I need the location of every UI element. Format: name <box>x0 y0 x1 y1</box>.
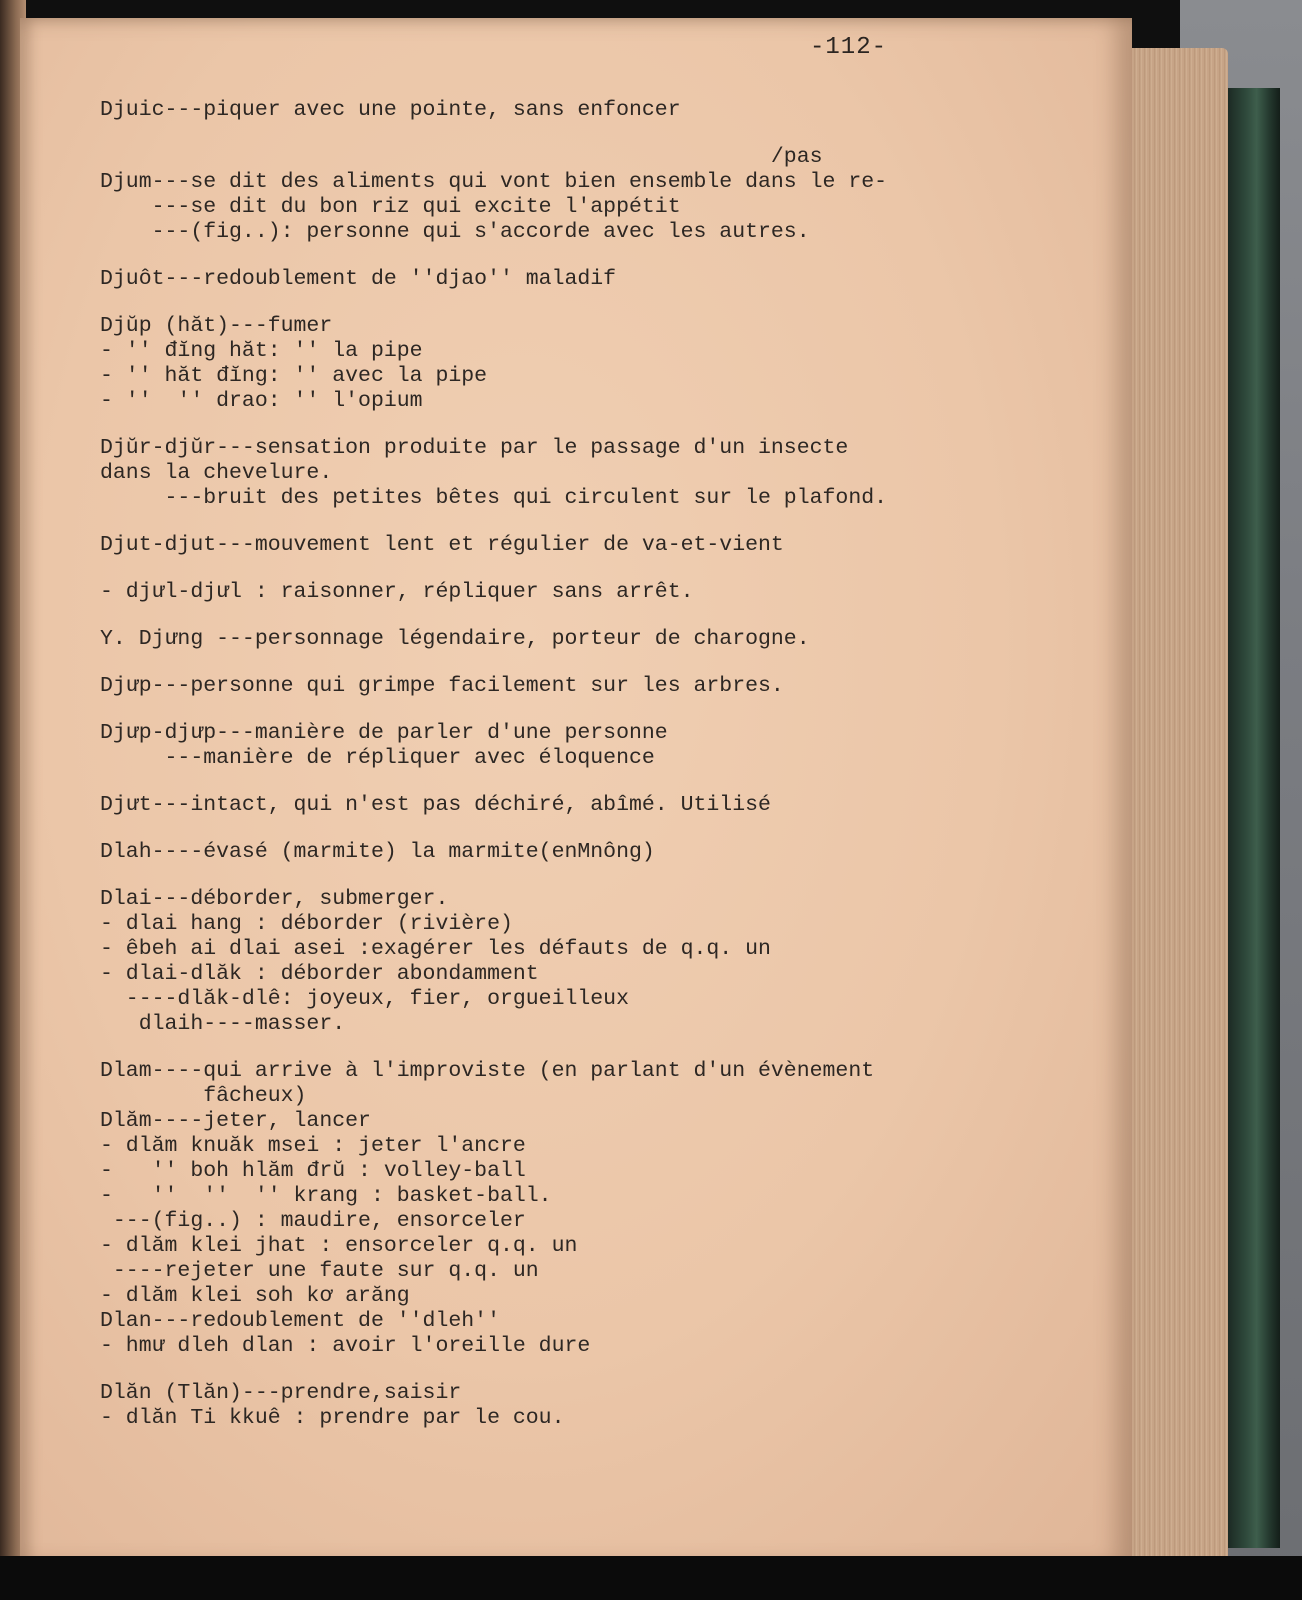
entry-line: /pas <box>100 145 823 169</box>
entry-line: - dlai-dlăk : déborder abondamment <box>100 962 539 986</box>
entry-line: Djut-djut---mouvement lent et régulier de va-et-vient <box>100 533 784 557</box>
dictionary-entry <box>100 267 1060 292</box>
entry-spacer <box>100 1359 1060 1381</box>
entry-line: - '' boh hlăm đrŭ : volley-ball <box>100 1159 526 1183</box>
entry-line: dlaih----masser. <box>100 1012 346 1036</box>
entry-line: ---se dit du bon riz qui excite l'appétit <box>100 195 681 219</box>
entry-spacer <box>100 123 1060 145</box>
entry-line: Y. Djưng ---personnage légendaire, porteur de charogne. <box>100 627 810 651</box>
entry-line: Dlăn (Tlăn)---prendre,saisir <box>100 1381 462 1405</box>
entry-line: Dlăm----jeter, lancer <box>100 1109 371 1133</box>
entry-line: - dlăm klei soh kơ arăng <box>100 1284 410 1308</box>
entry-line: - dlăm knuăk msei : jeter l'ancre <box>100 1134 526 1158</box>
entry-line: Djuic---piquer avec une pointe, sans enfoncer <box>100 98 681 122</box>
entry-spacer <box>100 1037 1060 1059</box>
entry-spacer <box>100 652 1060 674</box>
dictionary-entry <box>100 1381 1060 1431</box>
entry-line: Dlam----qui arrive à l'improviste (en parlant d'un évènement <box>100 1059 875 1083</box>
entry-line: Djưp---personne qui grimpe facilement sur les arbres. <box>100 674 784 698</box>
entry-line: Djŭr-djŭr---sensation produite par le passage d'un insecte <box>100 436 849 460</box>
page-edges <box>1128 48 1228 1558</box>
entry-line: Djuôt---redoublement de ''djao'' maladif <box>100 267 617 291</box>
entry-spacer <box>100 818 1060 840</box>
dictionary-entries <box>100 98 1060 1431</box>
entry-line: ---manière de répliquer avec éloquence <box>100 746 655 770</box>
entry-line: - '' '' drao: '' l'opium <box>100 389 423 413</box>
entry-spacer <box>100 511 1060 533</box>
dictionary-entry <box>100 627 1060 652</box>
entry-spacer <box>100 558 1060 580</box>
dictionary-entry <box>100 533 1060 558</box>
bottom-shadow <box>0 1556 1302 1600</box>
entry-line: - '' hăt đĭng: '' avec la pipe <box>100 364 488 388</box>
entry-spacer <box>100 245 1060 267</box>
dictionary-entry <box>100 793 1060 818</box>
page-number: -112- <box>810 34 888 61</box>
entry-line: fâcheux) <box>100 1084 307 1108</box>
dictionary-entry <box>100 145 1060 245</box>
entry-line: - '' '' '' krang : basket-ball. <box>100 1184 552 1208</box>
entry-spacer <box>100 865 1060 887</box>
entry-line: Djưt---intact, qui n'est pas déchiré, abîmé. Utilisé <box>100 793 771 817</box>
dictionary-entry <box>100 314 1060 414</box>
entry-line: ----rejeter une faute sur q.q. un <box>100 1259 539 1283</box>
dictionary-entry <box>100 580 1060 605</box>
entry-line: - hmư dleh dlan : avoir l'oreille dure <box>100 1334 591 1358</box>
entry-line: - djưl-djưl : raisonner, répliquer sans arrêt. <box>100 580 694 604</box>
dictionary-entry <box>100 887 1060 1037</box>
dictionary-entry <box>100 840 1060 865</box>
entry-spacer <box>100 605 1060 627</box>
entry-spacer <box>100 771 1060 793</box>
entry-line: - '' đĭng hăt: '' la pipe <box>100 339 423 363</box>
entry-line: Dlai---déborder, submerger. <box>100 887 449 911</box>
entry-line: Dlan---redoublement de ''dleh'' <box>100 1309 500 1333</box>
entry-line: Dlah----évasé (marmite) la marmite(enMnông) <box>100 840 655 864</box>
dictionary-entry <box>100 436 1060 511</box>
entry-line: ---(fig..) : maudire, ensorceler <box>100 1209 526 1233</box>
entry-line: Djŭp (hăt)---fumer <box>100 314 333 338</box>
dictionary-entry <box>100 98 1060 123</box>
entry-line: ---(fig..): personne qui s'accorde avec les autres. <box>100 220 810 244</box>
entry-line: - dlăm klei jhat : ensorceler q.q. un <box>100 1234 578 1258</box>
entry-line: dans la chevelure. <box>100 461 333 485</box>
entry-spacer <box>100 292 1060 314</box>
entry-spacer <box>100 414 1060 436</box>
entry-line: Djưp-djưp---manière de parler d'une personne <box>100 721 668 745</box>
entry-line: - dlai hang : déborder (rivière) <box>100 912 513 936</box>
entry-spacer <box>100 699 1060 721</box>
entry-line: ---bruit des petites bêtes qui circulent sur le plafond. <box>100 486 888 510</box>
dictionary-entry <box>100 1059 1060 1359</box>
entry-line: ----dlăk-dlê: joyeux, fier, orgueilleux <box>100 987 629 1011</box>
dictionary-entry <box>100 721 1060 771</box>
entry-line: - dlăn Ti kkuê : prendre par le cou. <box>100 1406 565 1430</box>
book-cover <box>1225 88 1280 1548</box>
dictionary-entry <box>100 674 1060 699</box>
entry-line: - êbeh ai dlai asei :exagérer les défauts de q.q. un <box>100 937 771 961</box>
entry-line: Djum---se dit des aliments qui vont bien ensemble dans le re- <box>100 170 888 194</box>
